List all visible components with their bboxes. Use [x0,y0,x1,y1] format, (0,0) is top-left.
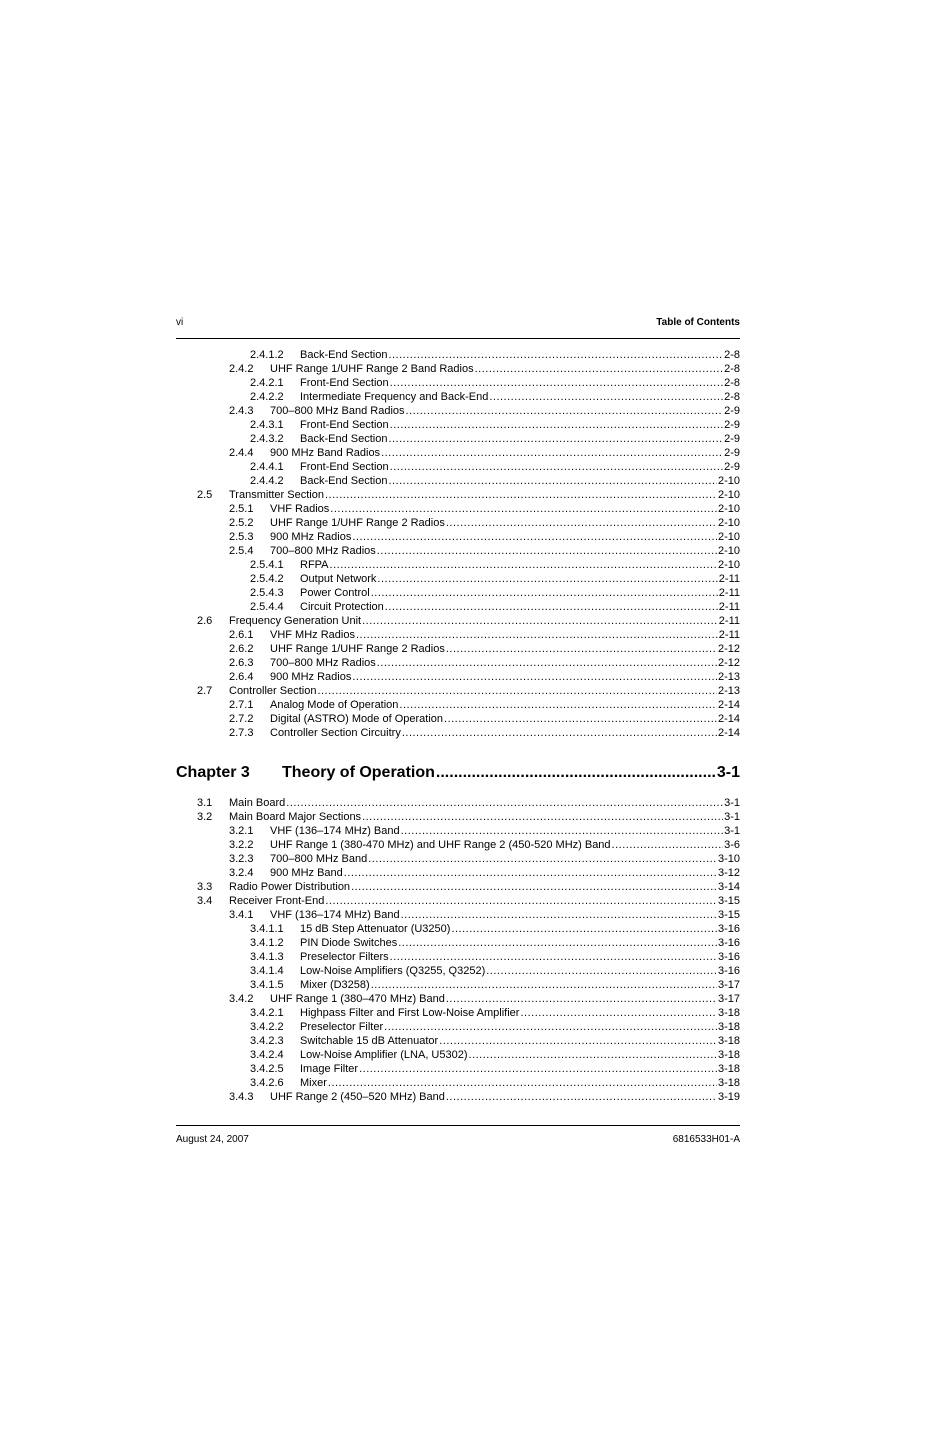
toc-entry-number: 3.4.1.2 [250,937,284,949]
toc-entry-page: 3-16 [717,951,740,963]
toc-entry-number: 2.5.2 [229,517,254,529]
toc-entry-number: 3.2.3 [229,853,254,865]
toc-entry[interactable] [176,684,740,698]
toc-entry[interactable] [176,978,740,992]
toc-entry[interactable] [176,432,740,446]
toc-entry-number: 2.6 [197,615,213,627]
toc-entry[interactable] [176,600,740,614]
toc-entry-page: 2-14 [717,713,740,725]
dot-leader [475,362,723,376]
dot-leader [352,670,717,684]
toc-entry-page: 2-11 [718,573,740,585]
toc-entry-number: 3.4.2.3 [250,1035,284,1047]
toc-entry-number: 3.4.2.5 [250,1063,284,1075]
toc-entry[interactable] [176,810,740,824]
toc-entry-page: 2-11 [718,615,740,627]
dot-leader [286,796,723,810]
dot-leader [439,1034,717,1048]
toc-entry-number: 2.6.3 [229,657,254,669]
toc-entry[interactable] [176,838,740,852]
toc-entry-title: Front-End Section [300,377,389,389]
toc-entry-page: 3-15 [717,895,740,907]
toc-entry-page: 2-14 [717,699,740,711]
toc-entry-number: 2.6.2 [229,643,254,655]
toc-entry-page: 2-13 [717,685,740,697]
toc-entry[interactable] [176,936,740,950]
toc-entry[interactable] [176,950,740,964]
toc-entry-number: 2.4.2 [229,363,254,375]
toc-entry-title: Mixer [300,1077,327,1089]
toc-entry-number: 2.6.1 [229,629,254,641]
dot-leader [446,642,717,656]
header-rule [176,338,740,339]
toc-entry-title: Switchable 15 dB Attenuator [300,1035,439,1047]
toc-entry[interactable] [176,404,740,418]
toc-entry[interactable] [176,572,740,586]
footer-doc-number: 6816533H01-A [672,1134,740,1145]
toc-entry-title: Transmitter Section [229,489,324,501]
toc-entry-page: 2-10 [717,503,740,515]
toc-entry[interactable] [176,852,740,866]
toc-entry[interactable] [176,1062,740,1076]
toc-entry[interactable] [176,922,740,936]
toc-entry-page: 3-1 [724,825,740,837]
toc-entry-title: 700–800 MHz Band Radios [270,405,405,417]
toc-entry[interactable] [176,880,740,894]
toc-entry[interactable] [176,642,740,656]
toc-entry[interactable] [176,460,740,474]
toc-entry-page: 2-9 [724,461,740,473]
toc-entry-number: 3.4 [197,895,213,907]
toc-entry-title: Preselector Filter [300,1021,384,1033]
toc-entry-number: 3.4.2.6 [250,1077,284,1089]
toc-entry-page: 2-9 [724,447,740,459]
dot-leader [371,586,718,600]
toc-entry-page: 3-18 [717,1049,740,1061]
toc-section-chapter-3 [176,796,740,1104]
toc-entry-page: 3-18 [717,1035,740,1047]
toc-entry[interactable] [176,348,740,362]
toc-entry-number: 3.4.3 [229,1091,254,1103]
toc-entry-title: Analog Mode of Operation [270,699,399,711]
toc-entry-page: 2-10 [717,517,740,529]
toc-entry-title: 900 MHz Band Radios [270,447,381,459]
toc-entry[interactable] [176,544,740,558]
toc-entry[interactable] [176,1020,740,1034]
toc-entry-title: Back-End Section [300,349,388,361]
toc-entry-title: Main Board Major Sections [229,811,362,823]
toc-entry-number: 2.5.4.3 [250,587,284,599]
toc-entry[interactable] [176,796,740,810]
toc-entry[interactable] [176,866,740,880]
toc-entry-number: 2.4.3.2 [250,433,284,445]
toc-entry-page: 3-18 [717,1077,740,1089]
toc-entry-title: Preselector Filters [300,951,389,963]
toc-entry[interactable] [176,656,740,670]
toc-entry-number: 2.4.2.1 [250,377,284,389]
toc-entry-page: 3-18 [717,1021,740,1033]
dot-leader [390,950,717,964]
toc-entry[interactable] [176,726,740,740]
page-number: vi [176,317,184,328]
toc-entry-title: 700–800 MHz Radios [270,657,376,669]
toc-entry[interactable] [176,1048,740,1062]
toc-entry-number: 2.5 [197,489,213,501]
toc-entry-title: Output Network [300,573,377,585]
dot-leader [388,474,717,488]
toc-entry-title: Circuit Protection [300,601,384,613]
toc-entry[interactable] [176,824,740,838]
toc-entry[interactable] [176,894,740,908]
dot-leader [401,908,717,922]
toc-entry-page: 2-8 [724,391,740,403]
dot-leader [359,1062,717,1076]
dot-leader [390,460,723,474]
toc-entry-title: VHF Radios [270,503,330,515]
dot-leader [436,762,716,784]
toc-entry-title: 900 MHz Radios [270,531,352,543]
toc-entry-number: 2.5.4.1 [250,559,284,571]
toc-entry-number: 3.1 [197,797,213,809]
toc-entry-page: 3-16 [717,923,740,935]
dot-leader [351,880,717,894]
toc-entry-page: 2-9 [724,433,740,445]
toc-entry-number: 2.4.3.1 [250,419,284,431]
toc-entry-page: 2-10 [717,531,740,543]
toc-entry-page: 3-19 [717,1091,740,1103]
toc-entry-number: 2.4.3 [229,405,254,417]
toc-entry-title: UHF Range 1/UHF Range 2 Radios [270,517,445,529]
toc-entry-title: Image Filter [300,1063,359,1075]
dot-leader [612,838,724,852]
toc-entry-number: 2.5.4.2 [250,573,284,585]
toc-entry-page: 2-12 [717,643,740,655]
toc-entry[interactable] [176,446,740,460]
toc-entry-title: UHF Range 1/UHF Range 2 Radios [270,643,445,655]
dot-leader [390,418,723,432]
toc-entry-page: 2-10 [717,559,740,571]
toc-entry-page: 2-10 [717,475,740,487]
dot-leader [390,376,723,390]
dot-leader [325,488,717,502]
toc-entry-page: 2-8 [724,363,740,375]
toc-entry-page: 3-17 [717,993,740,1005]
toc-entry-title: 700–800 MHz Band [270,853,368,865]
toc-entry-title: Radio Power Distribution [229,881,351,893]
dot-leader [356,628,718,642]
toc-entry[interactable] [176,516,740,530]
toc-entry-title: Low-Noise Amplifiers (Q3255, Q3252) [300,965,486,977]
toc-entry[interactable] [176,502,740,516]
toc-entry-title: Frequency Generation Unit [229,615,362,627]
toc-entry-number: 2.4.2.2 [250,391,284,403]
toc-entry-number: 2.5.1 [229,503,254,515]
toc-entry-page: 3-16 [717,937,740,949]
footer-rule [176,1125,740,1126]
toc-entry-number: 3.4.1 [229,909,254,921]
dot-leader [469,1048,717,1062]
toc-entry-number: 2.7.3 [229,727,254,739]
page-header [176,317,740,331]
toc-entry-number: 3.4.2 [229,993,254,1005]
toc-entry-title: Main Board [229,797,286,809]
dot-leader [317,684,717,698]
toc-entry[interactable] [176,558,740,572]
dot-leader [385,600,718,614]
toc-entry[interactable] [176,1034,740,1048]
toc-entry[interactable] [176,362,740,376]
toc-entry[interactable] [176,376,740,390]
toc-entry-page: 3-17 [717,979,740,991]
toc-entry-title: RFPA [300,559,329,571]
toc-entry-number: 2.5.3 [229,531,254,543]
dot-leader [377,572,717,586]
toc-entry[interactable] [176,908,740,922]
chapter-page: 3-1 [716,764,740,781]
dot-leader [368,852,717,866]
dot-leader [451,922,717,936]
dot-leader [401,824,723,838]
toc-entry-page: 2-11 [718,629,740,641]
toc-entry-title: Back-End Section [300,433,388,445]
toc-entry-title: Receiver Front-End [229,895,325,907]
toc-entry-title: Front-End Section [300,461,389,473]
toc-entry-title: Controller Section Circuitry [270,727,401,739]
toc-entry-page: 2-10 [717,545,740,557]
toc-entry-page: 3-6 [724,839,740,851]
toc-entry-number: 2.7.2 [229,713,254,725]
toc-entry-number: 2.5.4.4 [250,601,284,613]
toc-entry-page: 2-13 [717,671,740,683]
toc-entry-title: 900 MHz Band [270,867,343,879]
toc-entry-number: 3.4.2.1 [250,1007,284,1019]
dot-leader [328,1076,717,1090]
toc-entry-number: 3.2 [197,811,213,823]
dot-leader [384,1020,717,1034]
dot-leader [362,614,718,628]
toc-entry-number: 2.4.1.2 [250,349,284,361]
toc-entry-page: 3-18 [717,1007,740,1019]
toc-entry[interactable] [176,1076,740,1090]
toc-entry-page: 3-1 [724,811,740,823]
toc-entry-title: Mixer (D3258) [300,979,370,991]
toc-entry[interactable] [176,1006,740,1020]
toc-entry[interactable] [176,390,740,404]
toc-entry[interactable] [176,992,740,1006]
dot-leader [446,1090,717,1104]
toc-entry-title: VHF (136–174 MHz) Band [270,825,400,837]
toc-entry-title: Front-End Section [300,419,389,431]
dot-leader [444,712,717,726]
toc-entry-number: 3.4.1.5 [250,979,284,991]
toc-entry-page: 3-16 [717,965,740,977]
dot-leader [377,544,717,558]
toc-entry-number: 3.2.1 [229,825,254,837]
toc-entry[interactable] [176,418,740,432]
toc-entry-number: 3.4.1.4 [250,965,284,977]
dot-leader [381,446,723,460]
toc-entry-number: 2.4.4.2 [250,475,284,487]
toc-entry-title: VHF (136–174 MHz) Band [270,909,400,921]
dot-leader [446,992,717,1006]
toc-entry-number: 3.4.2.4 [250,1049,284,1061]
toc-entry-title: UHF Range 1/UHF Range 2 Band Radios [270,363,474,375]
toc-entry-page: 2-8 [724,349,740,361]
toc-entry-page: 2-11 [718,601,740,613]
toc-entry[interactable] [176,614,740,628]
dot-leader [446,516,717,530]
dot-leader [371,978,717,992]
toc-section-chapter-2 [176,348,740,740]
toc-entry-page: 2-11 [718,587,740,599]
dot-leader [489,390,723,404]
dot-leader [520,1006,717,1020]
toc-entry-page: 2-14 [717,727,740,739]
footer-date: August 24, 2007 [176,1134,249,1145]
toc-entry-title: UHF Range 2 (450–520 MHz) Band [270,1091,445,1103]
toc-entry-page: 3-12 [717,867,740,879]
toc-entry-title: Digital (ASTRO) Mode of Operation [270,713,444,725]
toc-entry-number: 2.4.4 [229,447,254,459]
toc-entry-title: 700–800 MHz Radios [270,545,376,557]
toc-entry[interactable] [176,964,740,978]
toc-entry[interactable] [176,474,740,488]
toc-entry-page: 2-8 [724,377,740,389]
toc-entry[interactable] [176,712,740,726]
dot-leader [325,894,717,908]
toc-entry[interactable] [176,670,740,684]
toc-entry-number: 3.2.2 [229,839,254,851]
toc-entry[interactable] [176,628,740,642]
toc-entry-title: PIN Diode Switches [300,937,398,949]
toc-entry-title: Controller Section [229,685,317,697]
toc-entry-number: 2.7 [197,685,213,697]
dot-leader [330,558,717,572]
toc-entry-number: 2.4.4.1 [250,461,284,473]
toc-entry-number: 2.5.4 [229,545,254,557]
toc-entry-page: 3-18 [717,1063,740,1075]
toc-entry-number: 3.4.1.3 [250,951,284,963]
toc-entry-title: Back-End Section [300,475,388,487]
toc-entry-number: 3.4.2.2 [250,1021,284,1033]
toc-entry[interactable] [176,1090,740,1104]
dot-leader [352,530,717,544]
toc-entry-page: 2-10 [717,489,740,501]
toc-entry-title: Highpass Filter and First Low-Noise Amplifier [300,1007,520,1019]
page-footer [176,1134,740,1148]
dot-leader [402,726,717,740]
dot-leader [344,866,717,880]
toc-entry-title: UHF Range 1 (380-470 MHz) and UHF Range 2 (450-520 MHz) Band [270,839,611,851]
toc-entry-title: 900 MHz Radios [270,671,352,683]
dot-leader [486,964,717,978]
toc-entry-page: 3-1 [724,797,740,809]
chapter-title: Theory of Operation [282,764,435,781]
dot-leader [406,404,724,418]
toc-entry-page: 2-9 [724,419,740,431]
toc-entry-page: 3-10 [717,853,740,865]
toc-entry-number: 2.7.1 [229,699,254,711]
dot-leader [362,810,723,824]
dot-leader [388,348,723,362]
toc-entry[interactable] [176,698,740,712]
toc-entry-page: 3-14 [717,881,740,893]
toc-entry-title: Intermediate Frequency and Back-End [300,391,489,403]
toc-entry-number: 3.2.4 [229,867,254,879]
toc-entry[interactable] [176,586,740,600]
dot-leader [388,432,723,446]
chapter-label: Chapter 3 [176,764,250,781]
toc-entry-page: 3-15 [717,909,740,921]
toc-entry-title: UHF Range 1 (380–470 MHz) Band [270,993,445,1005]
toc-entry[interactable] [176,488,740,502]
running-header-title: Table of Contents [656,317,740,328]
toc-entry-title: Power Control [300,587,370,599]
toc-entry-page: 2-12 [717,657,740,669]
toc-entry-page: 2-9 [724,405,740,417]
chapter-heading[interactable] [176,762,740,784]
toc-entry-number: 3.4.1.1 [250,923,284,935]
toc-entry-title: Low-Noise Amplifier (LNA, U5302) [300,1049,468,1061]
toc-entry-title: 15 dB Step Attenuator (U3250) [300,923,451,935]
toc-entry-number: 2.6.4 [229,671,254,683]
toc-entry-number: 3.3 [197,881,213,893]
dot-leader [399,698,717,712]
toc-entry-title: VHF MHz Radios [270,629,355,641]
dot-leader [330,502,717,516]
toc-entry[interactable] [176,530,740,544]
dot-leader [398,936,717,950]
dot-leader [377,656,717,670]
